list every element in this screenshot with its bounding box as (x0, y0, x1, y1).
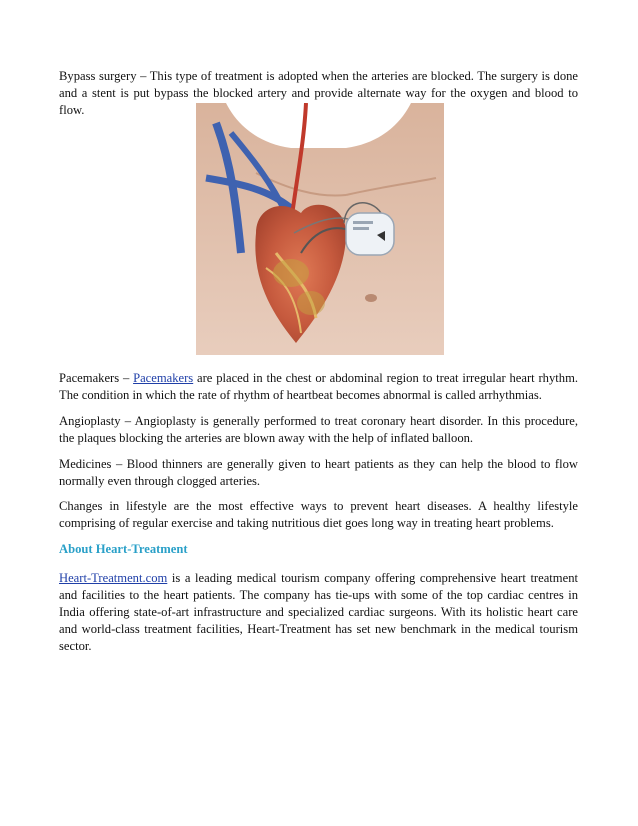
heart-treatment-link[interactable]: Heart-Treatment.com (59, 571, 168, 585)
pacemakers-rest: are placed in the chest or abdominal region to treat irregular heart rhythm. The condition in which the rate of rhythm of heartbeat becomes abnormal is called arrhythmias. (59, 371, 579, 402)
pacemaker-chest-illustration (196, 103, 444, 355)
about-heading: About Heart-Treatment (59, 542, 188, 556)
paragraph-pacemakers (59, 370, 578, 404)
paragraph-angioplasty: Angioplasty – Angioplasty is generally performed to treat coronary heart disorder. In this procedure, the plaques blocking the arteries are blown away with the help of inflated balloon. (59, 414, 578, 445)
paragraph-lifestyle: Changes in lifestyle are the most effective ways to prevent heart diseases. A healthy lifestyle comprising of regular exercise and taking nutritious diet goes long way in treating heart problems. (59, 499, 578, 530)
about-rest: is a leading medical tourism company offering comprehensive heart treatment and facilities to the heart patients. The company has tie-ups with some of the top cardiac centres in India offering state-of-art infrastructure and specialized cardiac surgeons. With its holistic heart care and world-class treatment facilities, Heart-Treatment has set new benchmark in the medical tourism sector. (59, 571, 578, 653)
paragraph-medicines: Medicines – Blood thinners are generally given to heart patients as they can help the blood to flow normally even through clogged arteries. (59, 457, 578, 488)
pacemakers-link[interactable]: Pacemakers (133, 371, 194, 385)
paragraph-about (59, 570, 578, 655)
paragraph-bypass-surgery: Bypass surgery – This type of treatment is adopted when the arteries are blocked. The surgery is done and a stent is put bypass the blocked artery and provide alternate way for the oxygen and blood to flow. (59, 69, 578, 117)
pacemakers-prefix: Pacemakers – (59, 371, 134, 385)
